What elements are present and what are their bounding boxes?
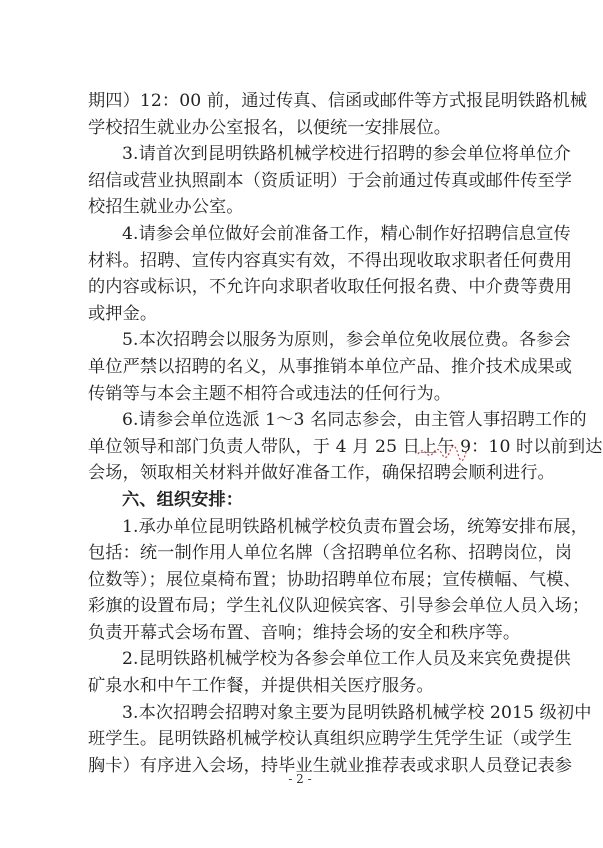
text-line: 传销等与本会主题不相符合或违法的任何行为。 xyxy=(88,383,452,404)
text-line: 2.昆明铁路机械学校为各参会单位工作人员及来宾免费提供 xyxy=(122,649,571,670)
page-number: - 2 - xyxy=(288,772,312,786)
text-line: 负责开幕式会场布置、音响；维持会场的安全和秩序等。 xyxy=(88,622,521,643)
text-line: 5.本次招聘会以服务为原则，参会单位免收展位费。各参会 xyxy=(122,330,571,351)
text-line: 3.本次招聘会招聘对象主要为昆明铁路机械学校 2015 级初中 xyxy=(122,702,592,723)
text-line: 的内容或标识，不允许向求职者收取任何报名费、中介费等费用 xyxy=(88,277,573,298)
text-line: 矿泉水和中午工作餐，并提供相关医疗服务。 xyxy=(88,676,434,697)
document-body xyxy=(88,88,603,779)
text-line: 期四）12：00 前，通过传真、信函或邮件等方式报昆明铁路机械 xyxy=(88,91,588,111)
text-line: 单位领导和部门负责人带队，于 4 月 25 日上午 9：10 时以前到达 xyxy=(88,436,603,457)
section-heading: 六、组织安排： xyxy=(122,489,244,510)
text-line: 会场，领取相关材料并做好准备工作，确保招聘会顺利进行。 xyxy=(88,463,555,484)
red-pen-mark xyxy=(416,444,470,460)
text-line: 1.承办单位昆明铁路机械学校负责布置会场，统筹安排布展， xyxy=(122,516,589,537)
text-line: 单位严禁以招聘的名义，从事推销本单位产品、推介技术成果或 xyxy=(88,356,573,377)
text-line: 3.请首次到昆明铁路机械学校进行招聘的参会单位将单位介 xyxy=(122,144,571,165)
text-line: 胸卡）有序进入会场，持毕业生就业推荐表或求职人员登记表参 xyxy=(88,755,573,776)
text-line: 位数等）；展位桌椅布置；协助招聘单位布展；宣传横幅、气模、 xyxy=(88,569,581,590)
text-line: 彩旗的设置布局；学生礼仪队迎候宾客、引导参会单位人员入场； xyxy=(88,596,590,617)
text-line: 或押金。 xyxy=(88,303,158,324)
text-line: 材料。招聘、宣传内容真实有效，不得出现收取求职者任何费用 xyxy=(88,250,573,271)
text-line: 班学生。昆明铁路机械学校认真组织应聘学生凭学生证（或学生 xyxy=(88,729,573,750)
text-line: 校招生就业办公室。 xyxy=(88,197,244,218)
text-line: 绍信或营业执照副本（资质证明）于会前通过传真或邮件传至学 xyxy=(88,170,573,191)
text-line: 包括：统一制作用人单位名牌（含招聘单位名称、招聘岗位，岗 xyxy=(88,543,573,564)
text-line: 4.请参会单位做好会前准备工作，精心制作好招聘信息宣传 xyxy=(122,223,571,244)
text-line: 6.请参会单位选派 1～3 名同志参会，由主管人事招聘工作的 xyxy=(122,410,587,431)
text-line: 学校招生就业办公室报名，以便统一安排展位。 xyxy=(88,117,452,138)
